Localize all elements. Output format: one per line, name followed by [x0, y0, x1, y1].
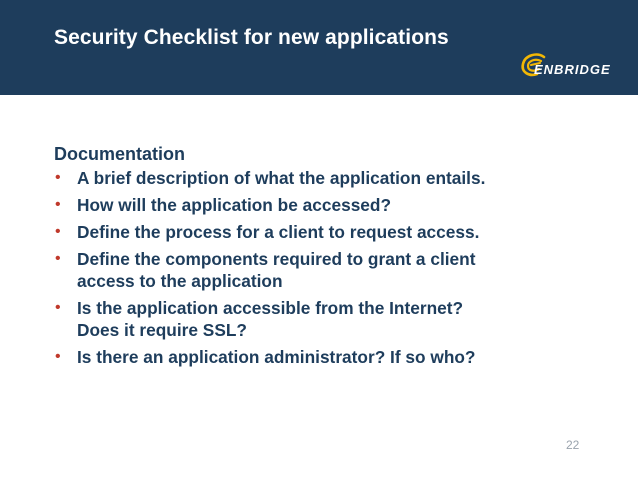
- bullet-dot: •: [55, 196, 61, 213]
- section-heading: Documentation: [54, 144, 186, 164]
- bullet-dot: •: [55, 250, 61, 267]
- bullet-text-continuation: access to the application: [77, 271, 283, 291]
- bullet-item: [54, 248, 614, 292]
- bullet-item: [54, 297, 614, 341]
- bullet-text-continuation: Does it require SSL?: [77, 320, 247, 340]
- header-band: [0, 0, 638, 95]
- bullet-item: [54, 167, 614, 189]
- bullet-text: A brief description of what the application entails.: [77, 168, 486, 188]
- bullet-list: [54, 167, 614, 368]
- bullet-dot: •: [55, 348, 61, 365]
- bullet-dot: •: [55, 223, 61, 240]
- enbridge-logo: [519, 50, 629, 80]
- slide-title: Security Checklist for new applications: [54, 26, 449, 49]
- bullet-text: Define the process for a client to request access.: [77, 222, 480, 242]
- logo-wordmark: ENBRIDGE: [534, 62, 611, 77]
- bullet-text: How will the application be accessed?: [77, 195, 392, 215]
- bullet-item: [54, 194, 614, 216]
- bullet-item: [54, 346, 614, 368]
- bullet-item: [54, 221, 614, 243]
- bullet-dot: •: [55, 169, 61, 186]
- bullet-text: Define the components required to grant a client: [77, 249, 476, 269]
- bullet-text: Is the application accessible from the Internet?: [77, 298, 464, 318]
- page-number: 22: [566, 438, 580, 452]
- slide-content: [54, 142, 614, 373]
- bullet-text: Is there an application administrator? If so who?: [77, 347, 476, 367]
- bullet-dot: •: [55, 299, 61, 316]
